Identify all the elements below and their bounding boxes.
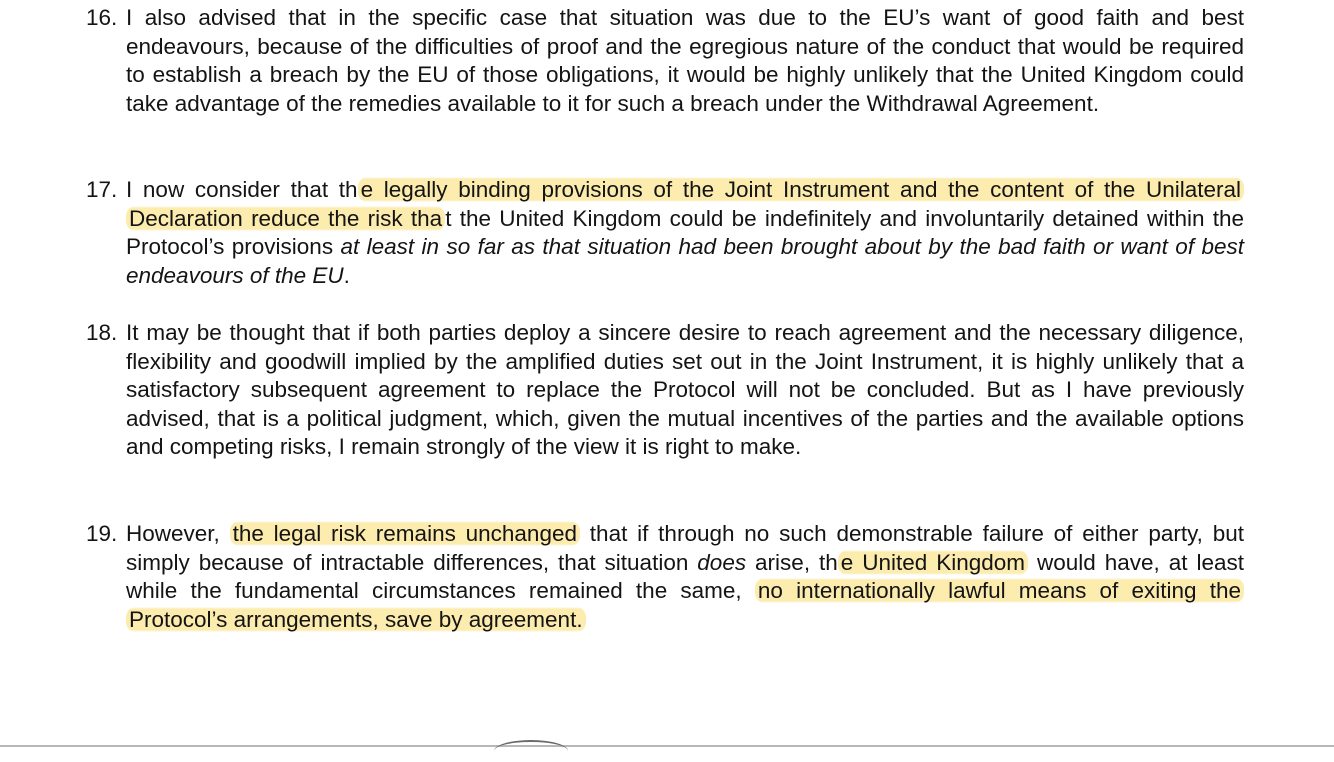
stamp-arc bbox=[494, 740, 568, 762]
text-segment: I now consider that th bbox=[126, 177, 358, 202]
highlighted-text: e legally binding provisions of the Joint Instrument and the content of the Unilateral Declaration reduce the risk tha bbox=[126, 177, 1244, 231]
text-segment: . bbox=[343, 262, 350, 288]
paragraph-text: I also advised that in the specific case that situation was due to the EU’s want of good faith and best endeavours, because of the difficulties of proof and the egregious nature of the conduct that would be required to establish a breach by the EU of those obligations, it would be highly unlikely that the United Kingdom could take advantage of the remedies available to it for such a breach under the Withdrawal Agreement. bbox=[126, 5, 1244, 116]
text-segment: arise, th bbox=[746, 549, 838, 575]
text-segment: would have, at least while the fundamental circumstances remained the same, bbox=[126, 549, 1244, 604]
highlighted-text: no internationally lawful means of exiting the Protocol’s arrangements, save by agreement. bbox=[126, 578, 1244, 632]
text-segment: that if through no such demonstrable failure of either party, but simply because of intractable differences, that situation bbox=[126, 521, 1244, 575]
italic-text: at least in so far as that situation had been brought about by the bad faith or want of best endeavours of the EU bbox=[126, 234, 1244, 288]
paragraph-number: 19. bbox=[86, 521, 118, 546]
paragraph-text: It may be thought that if both parties deploy a sincere desire to reach agreement and the necessary diligence, flexibility and goodwill implied by the amplified duties set out in the Joint Instrument, it is highly unlikely that a satisfactory subsequent agreement to replace the Protocol will not be concluded. But as I have previously advised, that is a political judgment, which, given the mutual incentives of the parties and the available options and competing risks, I remain strongly of the view it is right to make. bbox=[126, 320, 1244, 460]
paragraph-text bbox=[126, 520, 1244, 634]
text-segment: However, bbox=[126, 521, 230, 546]
paragraph-number: 18. bbox=[86, 320, 118, 345]
paragraph-text bbox=[126, 176, 1244, 290]
highlighted-text: the legal risk remains unchanged bbox=[230, 521, 580, 546]
paragraph-16 bbox=[86, 4, 1244, 118]
highlighted-text: e United Kingdom bbox=[838, 550, 1028, 575]
paragraph-18 bbox=[86, 319, 1244, 462]
italic-text: does bbox=[697, 549, 747, 575]
page-bottom-edge bbox=[0, 745, 1334, 747]
paragraph-19 bbox=[86, 520, 1244, 634]
text-segment: t the United Kingdom could be indefinitely and involuntarily detained within the Protocol’s provisions bbox=[126, 205, 1245, 260]
paragraph-17 bbox=[86, 176, 1244, 290]
paragraph-number: 17. bbox=[86, 177, 118, 202]
paragraph-number: 16. bbox=[86, 5, 118, 30]
